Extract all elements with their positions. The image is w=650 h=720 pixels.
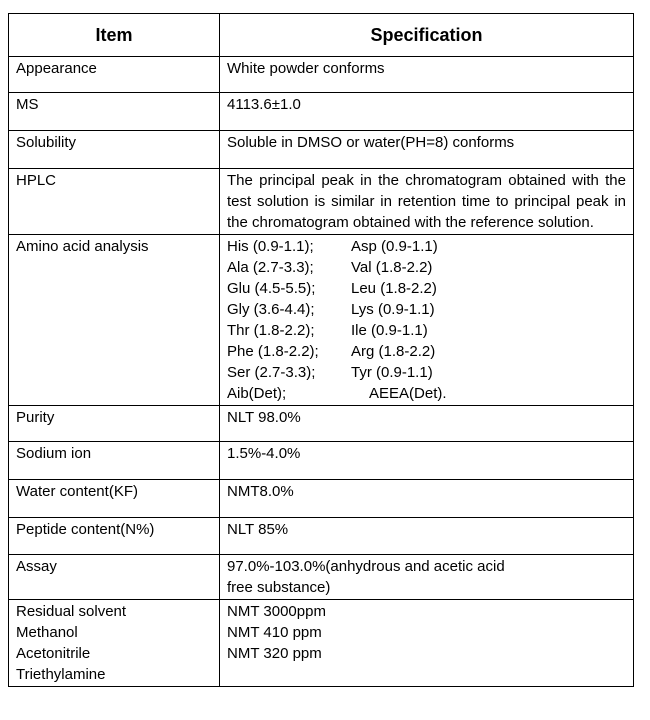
item-cell: Assay	[9, 555, 220, 600]
item-cell: Solubility	[9, 131, 220, 169]
spec-cell: 97.0%-103.0%(anhydrous and acetic acid free substance)	[220, 555, 634, 600]
spec-cell: 4113.6±1.0	[220, 93, 634, 131]
spec-cell: The principal peak in the chromatogram obtained with the test solution is similar in retention time to principal peak in the chromatogram obtained with the reference solution.	[220, 169, 634, 235]
item-cell: Residual solvent Methanol Acetonitrile Triethylamine	[9, 600, 220, 687]
spec-cell: NMT 3000ppm NMT 410 ppm NMT 320 ppm	[220, 600, 634, 687]
amino-acid-line: Aib(Det); AEEA(Det).	[227, 385, 447, 402]
item-cell: Sodium ion	[9, 442, 220, 480]
amino-acid-line: His (0.9-1.1); Asp (0.9-1.1)	[227, 238, 438, 255]
table-row	[9, 442, 634, 480]
table-header-row	[9, 14, 634, 57]
spec-cell: NLT 98.0%	[220, 406, 634, 442]
spec-cell: 1.5%-4.0%	[220, 442, 634, 480]
amino-acid-line: Ala (2.7-3.3); Val (1.8-2.2)	[227, 259, 433, 276]
table-row	[9, 93, 634, 131]
table-row	[9, 57, 634, 93]
table-row	[9, 235, 634, 406]
spec-cell: NLT 85%	[220, 518, 634, 555]
spec-cell: NMT8.0%	[220, 480, 634, 518]
item-cell: Amino acid analysis	[9, 235, 220, 406]
amino-acid-line: Thr (1.8-2.2); Ile (0.9-1.1)	[227, 322, 428, 339]
item-cell: Peptide content(N%)	[9, 518, 220, 555]
amino-acid-line: Gly (3.6-4.4); Lys (0.9-1.1)	[227, 301, 435, 318]
header-specification: Specification	[220, 14, 634, 57]
item-cell: HPLC	[9, 169, 220, 235]
spec-cell: White powder conforms	[220, 57, 634, 93]
table-row	[9, 555, 634, 600]
header-item: Item	[9, 14, 220, 57]
item-cell: Water content(KF)	[9, 480, 220, 518]
amino-acid-line: Ser (2.7-3.3); Tyr (0.9-1.1)	[227, 364, 433, 381]
amino-acid-line: Glu (4.5-5.5); Leu (1.8-2.2)	[227, 280, 437, 297]
table-row	[9, 480, 634, 518]
item-cell: Appearance	[9, 57, 220, 93]
table-row	[9, 169, 634, 235]
table-row	[9, 406, 634, 442]
spec-cell: Soluble in DMSO or water(PH=8) conforms	[220, 131, 634, 169]
amino-acid-line: Phe (1.8-2.2); Arg (1.8-2.2)	[227, 343, 436, 360]
specification-table	[8, 13, 634, 687]
table-row	[9, 600, 634, 687]
item-cell: Purity	[9, 406, 220, 442]
amino-acid-cell	[220, 235, 634, 406]
table-row	[9, 131, 634, 169]
item-cell: MS	[9, 93, 220, 131]
table-row	[9, 518, 634, 555]
